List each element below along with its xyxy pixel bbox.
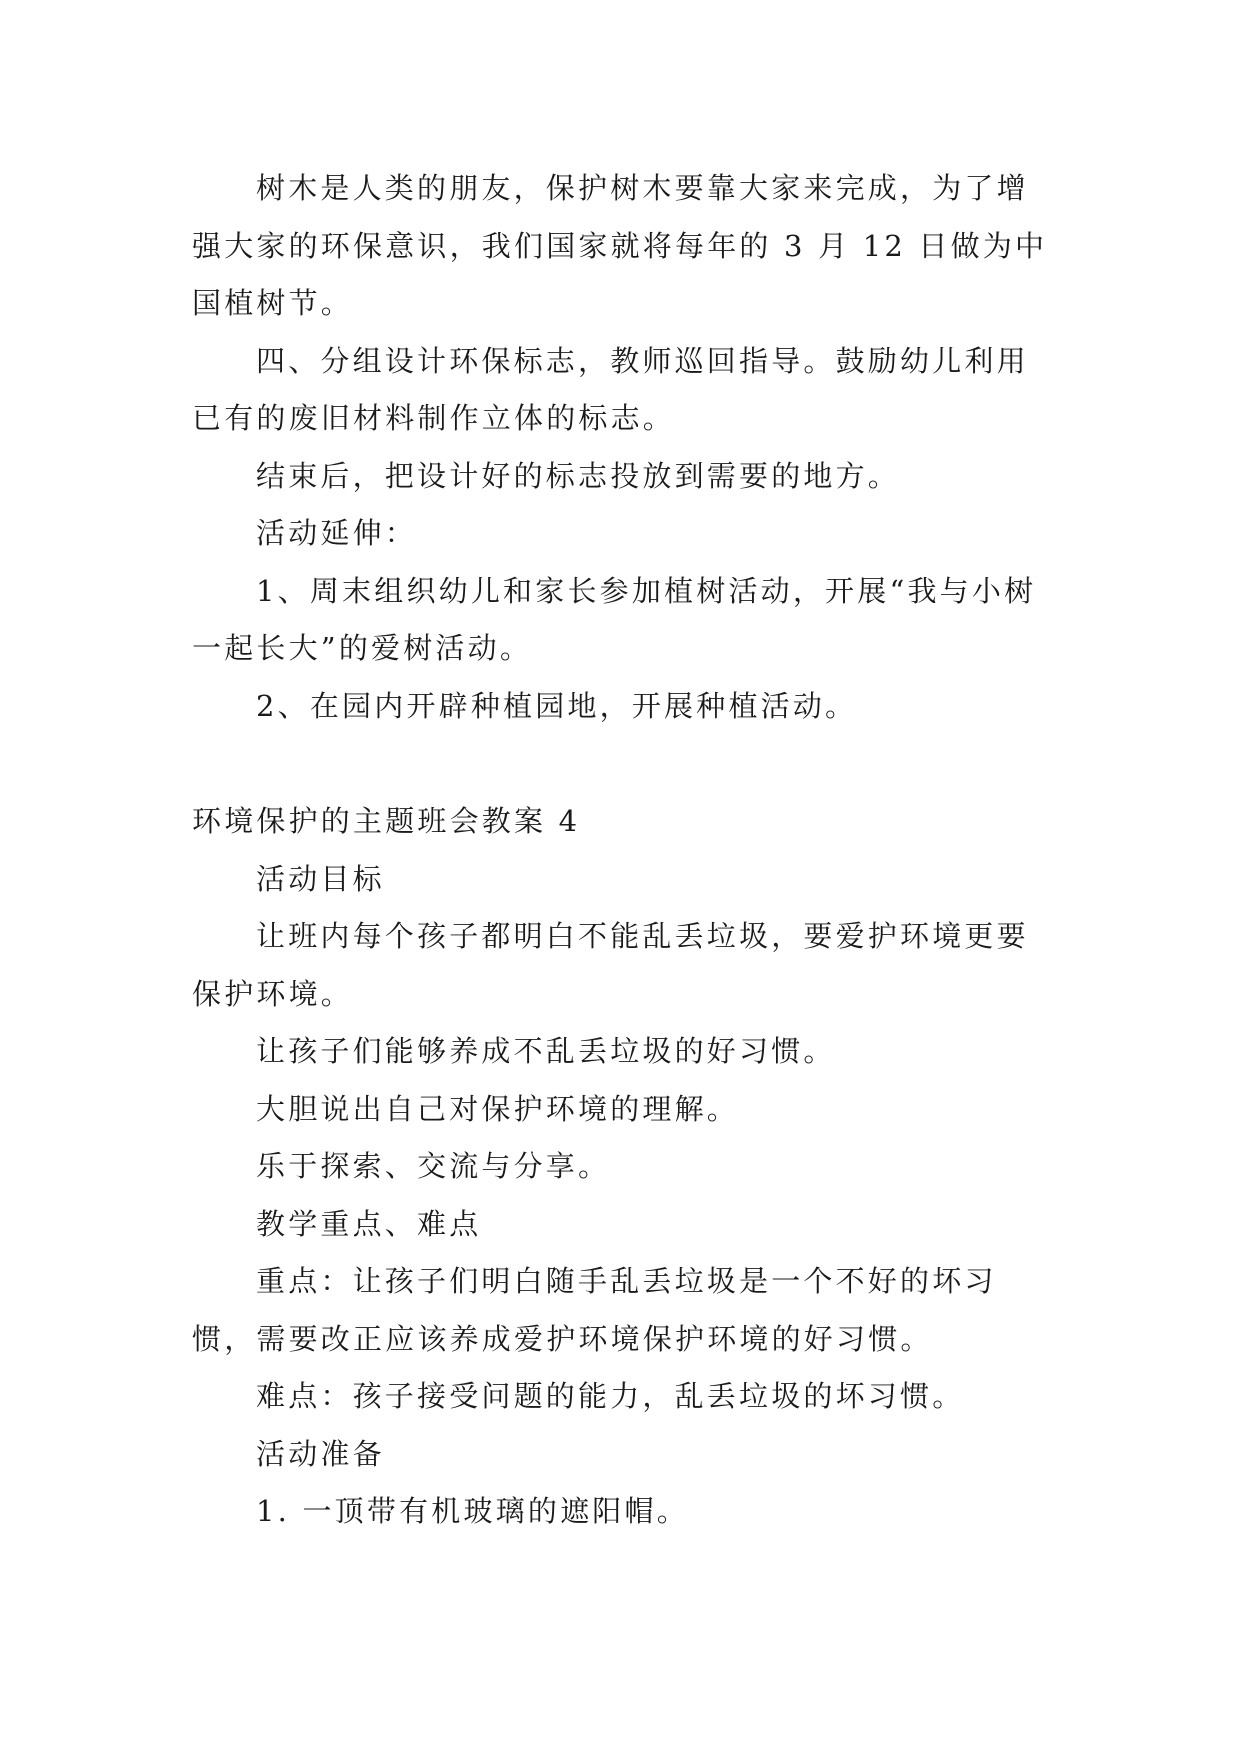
section-heading: 环境保护的主题班会教案 4 [192, 804, 581, 838]
paragraph: 难点：孩子接受问题的能力，乱丢垃圾的坏习惯。 [256, 1379, 965, 1413]
paragraph: 乐于探索、交流与分享。 [256, 1149, 611, 1183]
paragraph: 四、分组设计环保标志，教师巡回指导。鼓励幼儿利用已有的废旧材料制作立体的标志。 [192, 343, 1029, 435]
paragraph: 结束后，把设计好的标志投放到需要的地方。 [256, 458, 901, 493]
paragraph: 大胆说出自己对保护环境的理解。 [256, 1091, 740, 1126]
document-content [192, 160, 1052, 1541]
paragraph: 2、在园内开辟种植园地，开展种植活动。 [256, 688, 858, 723]
paragraph: 教学重点、难点 [256, 1206, 482, 1241]
paragraph: 树木是人类的朋友，保护树木要靠大家来完成，为了增强大家的环保意识，我们国家就将每年的 3 月 12 日做为中国植树节。 [192, 171, 1048, 320]
paragraph: 重点：让孩子们明白随手乱丢垃圾是一个不好的坏习惯，需要改正应该养成爱护环境保护环境的好习惯。 [192, 1264, 997, 1356]
paragraph: 让班内每个孩子都明白不能乱丢垃圾，要爱护环境更要保护环境。 [192, 919, 1029, 1011]
paragraph: 让孩子们能够养成不乱丢垃圾的好习惯。 [256, 1034, 836, 1068]
paragraph: 活动目标 [256, 861, 385, 896]
paragraph: 活动延伸： [256, 516, 418, 550]
paragraph: 活动准备 [256, 1436, 385, 1471]
paragraph: 1、周末组织幼儿和家长参加植树活动，开展“我与小树一起长大”的爱树活动。 [192, 573, 1037, 665]
paragraph: 1. 一顶带有机玻璃的遮阳帽。 [256, 1494, 689, 1528]
